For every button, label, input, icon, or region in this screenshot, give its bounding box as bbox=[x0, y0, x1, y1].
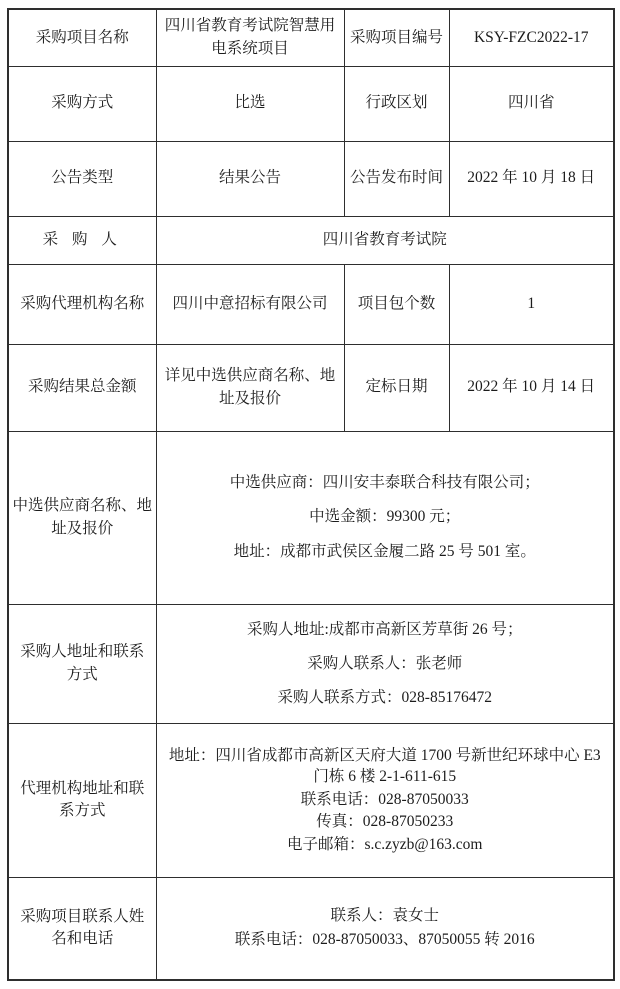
purchaser-address: 采购人地址:成都市高新区芳草街 26 号； bbox=[246, 620, 523, 638]
row-agency-contact bbox=[8, 723, 614, 877]
procurement-announcement bbox=[7, 8, 613, 981]
purchaser-value: 四川省教育考试院 bbox=[156, 216, 614, 264]
agency-name-label: 采购代理机构名称 bbox=[8, 264, 156, 344]
row-result-amount bbox=[8, 344, 614, 431]
row-agency-name bbox=[8, 264, 614, 344]
publish-time-value: 2022 年 10 月 18 日 bbox=[449, 141, 614, 216]
procurement-method-value: 比选 bbox=[156, 66, 344, 141]
admin-region-label: 行政区划 bbox=[344, 66, 449, 141]
admin-region-value: 四川省 bbox=[449, 66, 614, 141]
winning-amount: 中选金额：99300 元； bbox=[309, 508, 461, 526]
purchaser-label: 采 购 人 bbox=[8, 216, 156, 264]
result-amount-value: 详见中选供应商名称、地址及报价 bbox=[156, 344, 344, 431]
row-project-name bbox=[8, 9, 614, 66]
agency-phone: 联系电话：028-87050033 bbox=[300, 790, 469, 808]
winning-supplier-address: 地址：成都市武侯区金履二路 25 号 501 室。 bbox=[233, 542, 536, 560]
agency-contact-details bbox=[156, 723, 614, 877]
project-name-label: 采购项目名称 bbox=[8, 9, 156, 66]
purchaser-contact-person: 采购人联系人：张老师 bbox=[307, 654, 463, 672]
result-amount-label: 采购结果总金额 bbox=[8, 344, 156, 431]
purchaser-phone: 采购人联系方式：028-85176472 bbox=[277, 688, 492, 706]
procurement-table bbox=[7, 8, 615, 981]
agency-email: 电子邮箱：s.c.zyzb@163.com bbox=[286, 835, 483, 853]
project-contact-phone: 联系电话：028-87050033、87050055 转 2016 bbox=[234, 931, 535, 949]
agency-name-value: 四川中意招标有限公司 bbox=[156, 264, 344, 344]
project-number-value: KSY-FZC2022-17 bbox=[449, 9, 614, 66]
row-purchaser bbox=[8, 216, 614, 264]
award-date-value: 2022 年 10 月 14 日 bbox=[449, 344, 614, 431]
winning-supplier-details bbox=[156, 431, 614, 604]
publish-time-label: 公告发布时间 bbox=[344, 141, 449, 216]
row-announcement-type bbox=[8, 141, 614, 216]
purchaser-contact-details bbox=[156, 604, 614, 723]
project-contact-label: 采购项目联系人姓名和电话 bbox=[8, 877, 156, 980]
project-contact-details bbox=[156, 877, 614, 980]
agency-fax: 传真：028-87050233 bbox=[316, 813, 454, 831]
announcement-type-label: 公告类型 bbox=[8, 141, 156, 216]
winning-supplier-label: 中选供应商名称、地址及报价 bbox=[8, 431, 156, 604]
row-purchaser-contact bbox=[8, 604, 614, 723]
award-date-label: 定标日期 bbox=[344, 344, 449, 431]
winning-supplier-name: 中选供应商：四川安丰泰联合科技有限公司； bbox=[229, 474, 540, 492]
row-procurement-method bbox=[8, 66, 614, 141]
agency-contact-label: 代理机构地址和联系方式 bbox=[8, 723, 156, 877]
package-count-label: 项目包个数 bbox=[344, 264, 449, 344]
project-contact-person: 联系人：袁女士 bbox=[330, 906, 439, 924]
row-project-contact bbox=[8, 877, 614, 980]
row-winning-supplier bbox=[8, 431, 614, 604]
announcement-type-value: 结果公告 bbox=[156, 141, 344, 216]
purchaser-contact-label: 采购人地址和联系方式 bbox=[8, 604, 156, 723]
agency-address: 地址：四川省成都市高新区天府大道 1700 号新世纪环球中心 E3 门栋 6 楼 2-1-611-615 bbox=[168, 747, 601, 786]
project-name-value: 四川省教育考试院智慧用电系统项目 bbox=[156, 9, 344, 66]
project-number-label: 采购项目编号 bbox=[344, 9, 449, 66]
package-count-value: 1 bbox=[449, 264, 614, 344]
procurement-method-label: 采购方式 bbox=[8, 66, 156, 141]
